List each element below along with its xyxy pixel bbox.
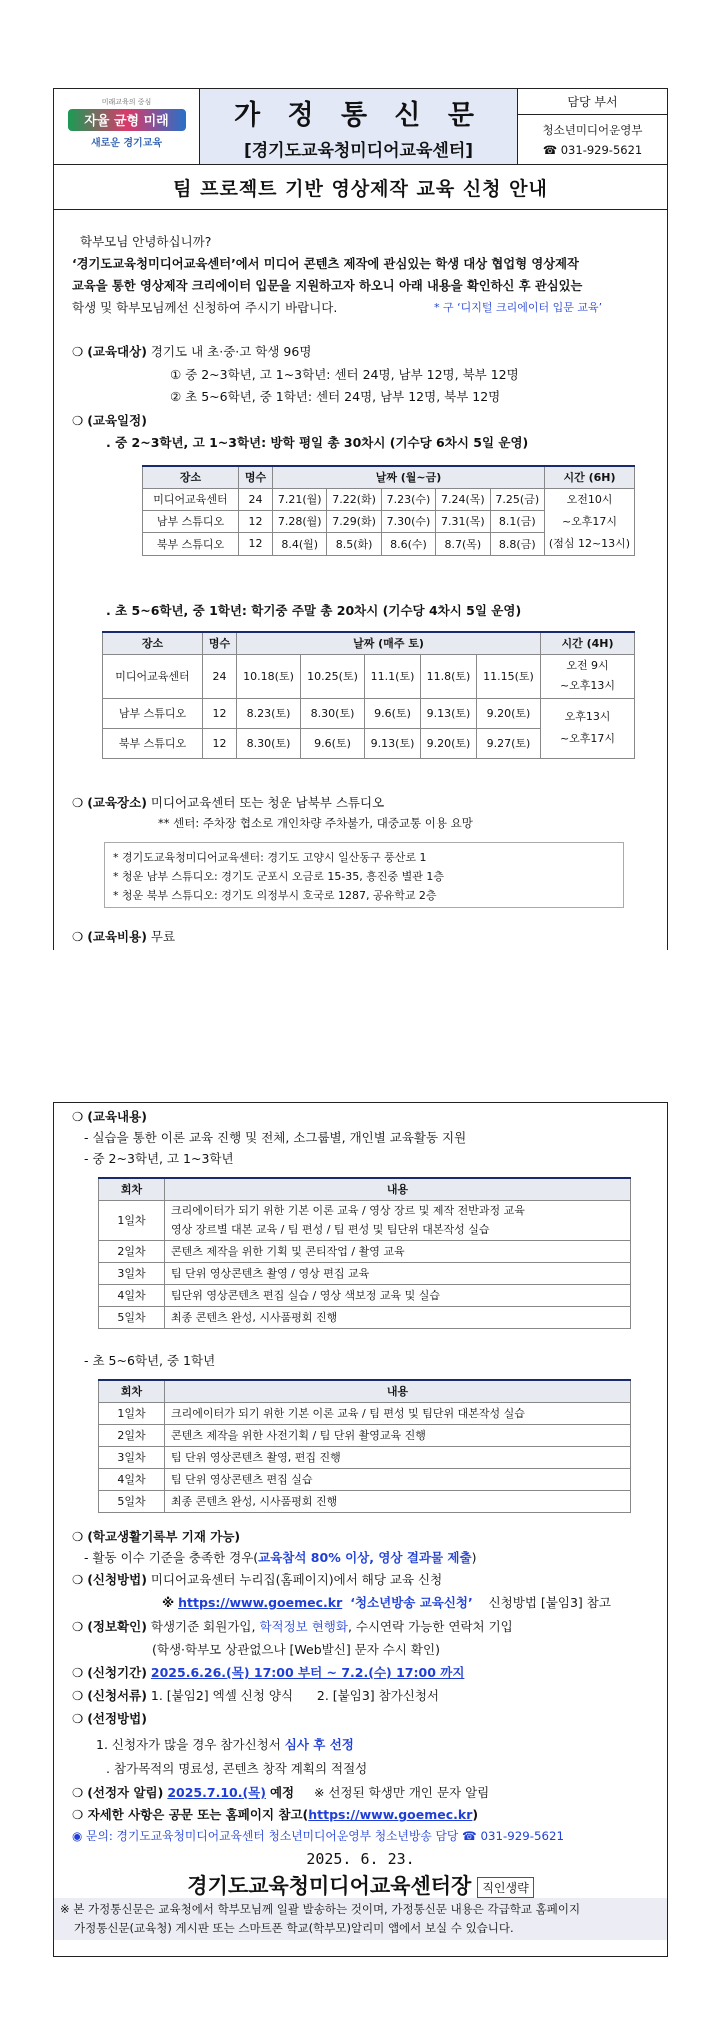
target-item-2: ② 초 5~6학년, 중 1학년: 센터 24명, 남부 12명, 북부 12명 <box>170 389 501 404</box>
day-cell: 2일차 <box>99 1240 165 1262</box>
footer-line-2: 가정통신문(교육청) 게시판 또는 스마트폰 학교(학부모)알리미 앱에서 보실 수 있습니다. <box>74 1921 514 1935</box>
date-cell: 8.8(금) <box>490 533 544 555</box>
date-cell: 11.15(토) <box>476 654 540 698</box>
date-cell: 7.29(화) <box>327 510 381 532</box>
col-header: 시간 (4H) <box>541 632 635 654</box>
select-label: (선정방법) <box>87 1711 147 1726</box>
detail-post: ) <box>472 1807 479 1822</box>
address-box <box>104 842 624 908</box>
gyeonggi-education-logo <box>68 97 186 157</box>
date-cell: 9.6(토) <box>365 698 421 728</box>
select-row <box>72 1709 147 1727</box>
section-bullet-icon: ❍ <box>72 1807 88 1822</box>
info-text-pre: 학생기준 회원가입, <box>150 1619 256 1634</box>
department-cell <box>518 89 667 164</box>
day-cell: 1일차 <box>99 1200 165 1240</box>
content-group-2: - 초 5~6학년, 중 1학년 <box>84 1353 216 1368</box>
content-label: (교육내용) <box>87 1109 147 1124</box>
col-header: 내용 <box>165 1178 631 1200</box>
record-text <box>84 1548 476 1566</box>
col-header: 명수 <box>239 466 273 488</box>
department-name: 청소년미디어운영부 <box>542 122 643 137</box>
day-cell: 4일차 <box>99 1468 165 1490</box>
record-label: (학교생활기록부 기재 가능) <box>87 1529 241 1544</box>
select-line-1-pre: 1. 신청자가 많을 경우 참가신청서 <box>96 1737 281 1752</box>
day-cell: 3일차 <box>99 1446 165 1468</box>
detail-url-link[interactable]: https://www.goemec.kr <box>308 1807 473 1822</box>
docs-row <box>72 1686 439 1704</box>
record-text-post: ) <box>471 1550 477 1565</box>
table-row <box>99 1200 631 1240</box>
content-cell: 팀 단위 영상콘텐츠 촬영, 편집 진행 <box>165 1446 631 1468</box>
select-line-1 <box>96 1735 354 1753</box>
section-bullet-icon: ❍ <box>72 413 88 428</box>
time-cell <box>541 654 635 698</box>
date-cell: 7.22(화) <box>327 488 381 510</box>
apply-row <box>72 1570 442 1588</box>
section-bullet-icon: ❍ <box>72 1711 88 1726</box>
target-text: 경기도 내 초·중·고 학생 96명 <box>150 344 312 359</box>
table-row <box>99 1284 631 1306</box>
col-header: 내용 <box>165 1380 631 1402</box>
date-cell: 9.13(토) <box>365 728 421 758</box>
content-cell: 팀 단위 영상콘텐츠 촬영 / 영상 편집 교육 <box>165 1262 631 1284</box>
table-row <box>99 1240 631 1262</box>
time-line: ~오후13시 <box>559 679 616 692</box>
apply-reference: 신청방법 [붙임3] 참고 <box>488 1595 611 1610</box>
date-cell: 9.6(토) <box>301 728 365 758</box>
logo-main-text: 자율 균형 미래 <box>68 109 186 131</box>
content-line: 영상 장르별 대본 교육 / 팀 편성 / 팀 편성 및 팀단위 대본작성 실습 <box>171 1223 490 1236</box>
date-cell: 8.5(화) <box>327 533 381 555</box>
table-row <box>103 654 635 698</box>
schedule-group-2-title: . 초 5~6학년, 중 1학년: 학기중 주말 총 20차시 (기수당 4차시 5일 운영) <box>106 603 522 618</box>
time-line: ~오후17시 <box>561 514 618 528</box>
date-cell: 8.6(수) <box>381 533 435 555</box>
target-label: (교육대상) <box>87 344 147 359</box>
info-text-highlight: 학적정보 현행화 <box>259 1619 348 1634</box>
date-cell: 9.20(토) <box>476 698 540 728</box>
select-line-2: . 참가목적의 명료성, 콘텐츠 창작 계획의 적절성 <box>106 1761 368 1776</box>
place-cell: 미디어교육센터 <box>143 488 239 510</box>
content-cell: 최종 콘텐츠 완성, 시사품평회 진행 <box>165 1490 631 1512</box>
content-table-2 <box>98 1379 631 1513</box>
content-cell: 팀단위 영상콘텐츠 편집 실습 / 영상 색보정 교육 및 실습 <box>165 1284 631 1306</box>
apply-menu-name: ‘청소년방송 교육신청’ <box>350 1595 473 1610</box>
target-item-1: ① 중 2~3학년, 고 1~3학년: 센터 24명, 남부 12명, 북부 12명 <box>170 367 519 382</box>
col-header: 회차 <box>99 1178 165 1200</box>
date-cell: 7.23(수) <box>381 488 435 510</box>
cost-row <box>72 927 175 945</box>
place-cell: 북부 스튜디오 <box>103 728 203 758</box>
info-text-post: , 수시연락 가능한 연락처 기입 <box>347 1619 513 1634</box>
time-cell <box>541 698 635 758</box>
section-bullet-icon: ❍ <box>72 1665 88 1680</box>
section-bullet-icon: ❍ <box>72 1572 88 1587</box>
apply-text: 미디어교육센터 누리집(홈페이지)에서 해당 교육 신청 <box>150 1572 443 1587</box>
period-label: (신청기간) <box>87 1665 147 1680</box>
table-row <box>99 1402 631 1424</box>
content-line-1: - 실습을 통한 이론 교육 진행 및 전체, 소그룹별, 개인별 교육활동 지원 <box>84 1130 467 1145</box>
content-cell: 크리에이터가 되기 위한 기본 이론 교육 / 팀 편성 및 팀단위 대본작성 실습 <box>165 1402 631 1424</box>
date-cell: 8.30(토) <box>237 728 301 758</box>
announce-date: 2025.7.10.(목) <box>167 1785 266 1800</box>
place-row <box>72 793 384 811</box>
letter-subtitle: [경기도교육청미디어교육센터] <box>243 140 474 161</box>
content-line: 크리에이터가 되기 위한 기본 이론 교육 / 영상 장르 및 제작 전반과정 교육 <box>171 1204 525 1217</box>
official-seal-omitted: 직인생략 <box>477 1877 533 1898</box>
place-note: ** 센터: 주차장 협소로 개인차량 주차불가, 대중교통 이용 요망 <box>158 816 473 830</box>
place-cell: 남부 스튜디오 <box>143 510 239 532</box>
date-cell: 11.1(토) <box>365 654 421 698</box>
footer-line-1: ※ 본 가정통신문은 교육청에서 학부모님께 일괄 발송하는 것이며, 가정통신문 내용은 각급학교 홈페이지 <box>60 1902 581 1916</box>
place-cell: 남부 스튜디오 <box>103 698 203 728</box>
section-bullet-icon: ❍ <box>72 1688 88 1703</box>
content-cell: 콘텐츠 제작을 위한 기획 및 콘티작업 / 촬영 교육 <box>165 1240 631 1262</box>
record-text-pre: - 활동 이수 기준을 충족한 경우( <box>84 1550 259 1565</box>
place-cell: 북부 스튜디오 <box>143 533 239 555</box>
info-label: (정보확인) <box>87 1619 147 1634</box>
announce-note: ※ 선정된 학생만 개인 문자 알림 <box>313 1785 490 1800</box>
date-cell: 7.31(목) <box>436 510 490 532</box>
footer-note <box>54 1898 667 1940</box>
record-text-highlight: 교육참석 80% 이상, 영상 결과물 제출 <box>258 1550 472 1565</box>
count-cell: 12 <box>203 728 237 758</box>
day-cell: 4일차 <box>99 1284 165 1306</box>
select-line-1-highlight: 심사 후 선정 <box>284 1737 354 1752</box>
date-cell: 8.7(목) <box>436 533 490 555</box>
logo-bottom-text: 새로운 경기교육 <box>90 137 163 149</box>
apply-url-link[interactable]: https://www.goemec.kr <box>178 1595 343 1610</box>
address-line: * 청운 북부 스튜디오: 경기도 의정부시 호국로 1287, 공유학교 2층 <box>113 889 437 902</box>
date-cell: 8.4(월) <box>273 533 327 555</box>
date-cell: 8.23(토) <box>237 698 301 728</box>
table-row <box>103 698 635 728</box>
table-row <box>99 1262 631 1284</box>
schedule-row <box>72 411 147 429</box>
content-table-1 <box>98 1177 631 1329</box>
date-cell: 9.27(토) <box>476 728 540 758</box>
section-bullet-icon: ❍ <box>72 795 88 810</box>
contact-line: ◉ 문의: 경기도교육청미디어교육센터 청소년미디어운영부 청소년방송 담당 ☎ 031-929-5621 <box>72 1829 565 1843</box>
day-cell: 1일차 <box>99 1402 165 1424</box>
announce-label: (선정자 알림) <box>87 1785 164 1800</box>
count-cell: 24 <box>203 654 237 698</box>
table-row <box>143 488 635 510</box>
signer-name: 경기도교육청미디어교육센터장 <box>187 1874 472 1898</box>
section-bullet-icon: ❍ <box>72 1529 88 1544</box>
section-bullet-icon: ❍ <box>72 929 88 944</box>
time-cell <box>545 488 635 555</box>
count-cell: 12 <box>239 510 273 532</box>
address-line: * 청운 남부 스튜디오: 경기도 군포시 오금로 15-35, 흥진중 별관 1층 <box>113 870 445 883</box>
col-header: 명수 <box>203 632 237 654</box>
address-line: * 경기도교육청미디어교육센터: 경기도 고양시 일산동구 풍산로 1 <box>113 851 427 864</box>
notice-page-1 <box>53 88 668 950</box>
col-header: 날짜 (월~금) <box>273 466 545 488</box>
letter-title: 가 정 통 신 문 <box>233 99 483 131</box>
time-line: 오전10시 <box>566 492 613 506</box>
date-cell: 7.24(목) <box>436 488 490 510</box>
date-cell: 8.1(금) <box>490 510 544 532</box>
date-cell: 8.30(토) <box>301 698 365 728</box>
col-header: 시간 (6H) <box>545 466 635 488</box>
content-cell <box>165 1200 631 1240</box>
schedule-table-2 <box>102 631 635 759</box>
col-header: 회차 <box>99 1380 165 1402</box>
date-cell: 10.18(토) <box>237 654 301 698</box>
logo-top-text: 미래교육의 중심 <box>101 97 152 106</box>
schedule-group-1-title: . 중 2~3학년, 고 1~3학년: 방학 평일 총 30차시 (기수당 6차시 5일 운영) <box>106 435 529 450</box>
time-line: 오전 9시 <box>566 659 609 672</box>
count-cell: 12 <box>203 698 237 728</box>
table-row <box>99 1306 631 1328</box>
department-label: 담당 부서 <box>518 89 667 115</box>
docs-label: (신청서류) <box>87 1688 147 1703</box>
time-line: (점심 12~13시) <box>548 536 631 550</box>
signer-row <box>54 1870 667 1900</box>
period-text: 2025.6.26.(목) 17:00 부터 ~ 7.2.(수) 17:00 까지 <box>150 1665 465 1680</box>
table-row <box>99 1468 631 1490</box>
place-label: (교육장소) <box>87 795 147 810</box>
section-bullet-icon: ❍ <box>72 1109 88 1124</box>
greeting: 학부모님 안녕하십니까? <box>80 234 212 249</box>
logo-cell <box>54 89 200 164</box>
period-row <box>72 1663 464 1681</box>
date-cell: 7.21(월) <box>273 488 327 510</box>
table-row <box>99 1490 631 1512</box>
section-bullet-icon: ❍ <box>72 1619 88 1634</box>
intro-line-2: 교육을 통한 영상제작 크리에이터 입문을 지원하고자 하오니 아래 내용을 확인하신 후 관심있는 <box>72 279 583 293</box>
apply-mark: ※ <box>162 1595 175 1610</box>
notice-page-2 <box>53 1102 668 1957</box>
place-cell: 미디어교육센터 <box>103 654 203 698</box>
date-cell: 7.30(수) <box>381 510 435 532</box>
detail-row <box>72 1805 478 1823</box>
target-row <box>72 342 311 360</box>
col-header: 장소 <box>103 632 203 654</box>
col-header: 장소 <box>143 466 239 488</box>
apply-detail-row <box>162 1593 611 1611</box>
cost-label: (교육비용) <box>87 929 147 944</box>
letter-date: 2025. 6. 23. <box>306 1850 415 1868</box>
date-cell: 7.25(금) <box>490 488 544 510</box>
section-bullet-icon: ❍ <box>72 1785 88 1800</box>
time-line: 오후13시 <box>564 710 611 723</box>
docs-item-2: 2. [붙임3] 참가신청서 <box>316 1688 439 1703</box>
notice-title: 팀 프로젝트 기반 영상제작 교육 신청 안내 <box>54 165 667 210</box>
count-cell: 24 <box>239 488 273 510</box>
info-line-2: (학생·학부모 상관없으나 [Web발신] 문자 수시 확인) <box>152 1642 440 1657</box>
date-cell: 9.13(토) <box>421 698 477 728</box>
detail-label: 자세한 사항은 공문 또는 홈페이지 참고( <box>87 1807 309 1822</box>
count-cell: 12 <box>239 533 273 555</box>
date-cell: 9.20(토) <box>421 728 477 758</box>
intro-line-1: ‘경기도교육청미디어교육센터’에서 미디어 콘텐츠 제작에 관심있는 학생 대상 협업형 영상제작 <box>72 257 579 271</box>
day-cell: 3일차 <box>99 1262 165 1284</box>
info-row <box>72 1617 513 1635</box>
table-row <box>99 1446 631 1468</box>
department-phone: ☎ 031-929-5621 <box>542 142 643 157</box>
section-bullet-icon: ❍ <box>72 344 88 359</box>
content-group-1: - 중 2~3학년, 고 1~3학년 <box>84 1151 234 1166</box>
schedule-label: (교육일정) <box>87 413 147 428</box>
content-cell: 최종 콘텐츠 완성, 시사품평회 진행 <box>165 1306 631 1328</box>
apply-label: (신청방법) <box>87 1572 147 1587</box>
content-cell: 콘텐츠 제작을 위한 사전기획 / 팀 단위 촬영교육 진행 <box>165 1424 631 1446</box>
letter-header <box>54 89 667 165</box>
announce-post: 예정 <box>269 1785 295 1800</box>
schedule-table-1 <box>142 465 635 556</box>
day-cell: 2일차 <box>99 1424 165 1446</box>
content-row <box>72 1107 147 1125</box>
record-row <box>72 1527 240 1545</box>
intro-line-3: 학생 및 학부모님께선 신청하여 주시기 바랍니다. <box>72 300 338 315</box>
col-header: 날짜 (매주 토) <box>237 632 541 654</box>
content-cell: 팀 단위 영상콘텐츠 편집 실습 <box>165 1468 631 1490</box>
date-cell: 11.8(토) <box>421 654 477 698</box>
cost-text: 무료 <box>150 929 176 944</box>
place-text: 미디어교육센터 또는 청운 남북부 스튜디오 <box>150 795 385 810</box>
announce-row <box>72 1783 489 1801</box>
table-row <box>99 1424 631 1446</box>
day-cell: 5일차 <box>99 1306 165 1328</box>
title-cell <box>200 89 518 164</box>
day-cell: 5일차 <box>99 1490 165 1512</box>
date-cell: 7.28(월) <box>273 510 327 532</box>
time-line: ~오후17시 <box>559 732 616 745</box>
intro-note: * 구 ‘디지털 크리에이터 입문 교육’ <box>434 301 603 314</box>
date-cell: 10.25(토) <box>301 654 365 698</box>
docs-item-1: 1. [붙임2] 엑셀 신청 양식 <box>150 1688 294 1703</box>
